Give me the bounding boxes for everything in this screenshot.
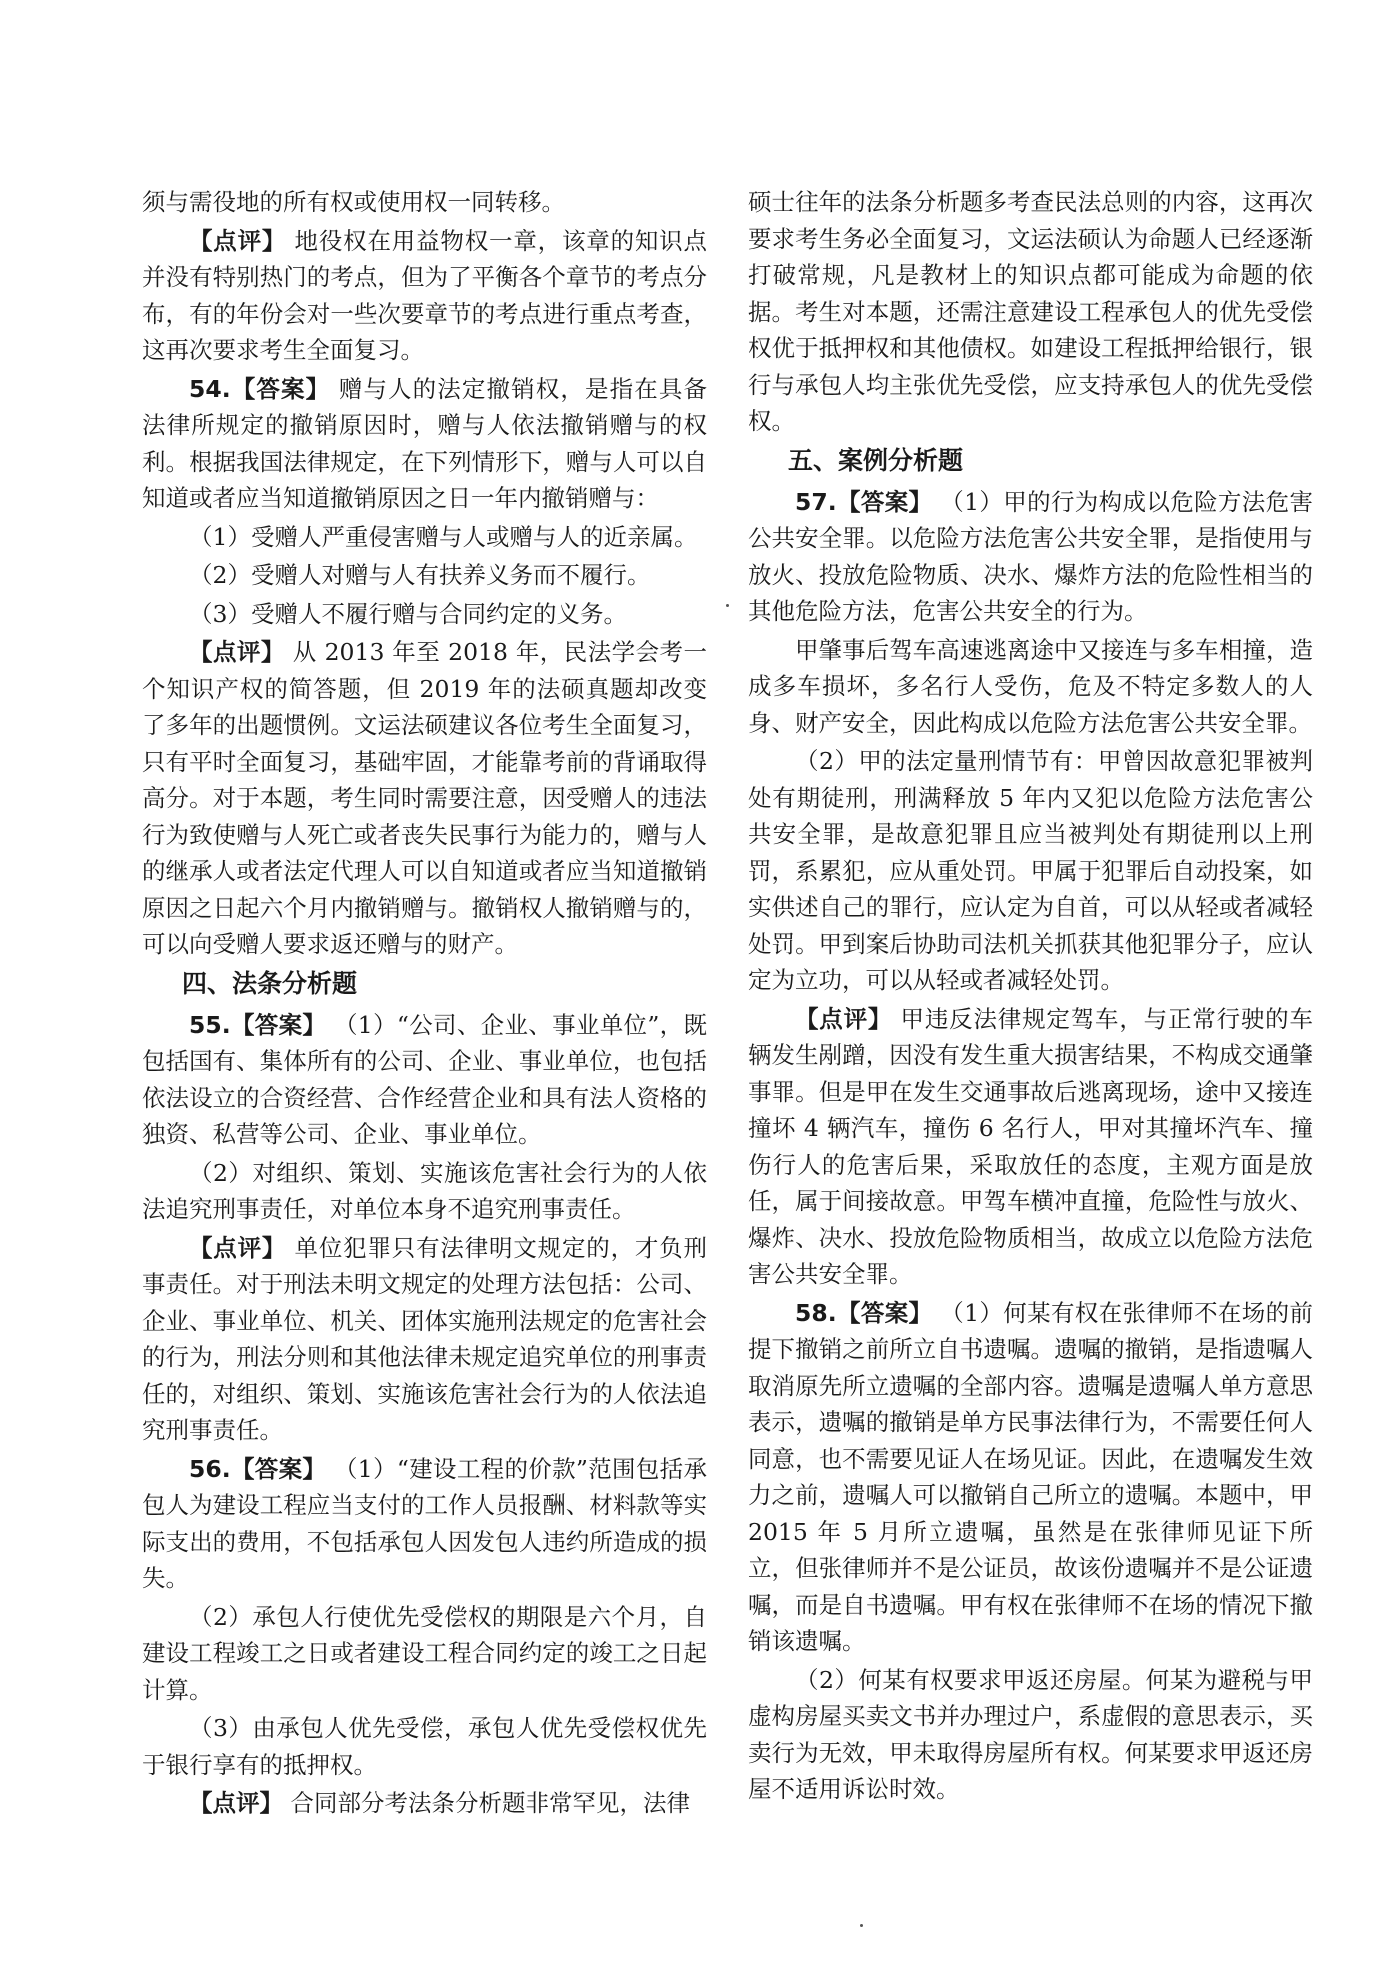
paragraph-label: 【点评】 <box>189 638 285 666</box>
text-paragraph <box>142 184 707 221</box>
answer-paragraph <box>142 634 707 963</box>
paragraph-text: 须与需役地的所有权或使用权一同转移。 <box>142 188 565 216</box>
paragraph-text: （1）甲的行为构成以危险方法危害公共安全罪。以危险方法危害公共安全罪，是指使用与放火、投放危险物质、决水、爆炸方法的危险性相当的其他危险方法，危害公共安全的行为。 <box>748 487 1313 625</box>
paragraph-text: （1）“公司、企业、事业单位”，既包括国有、集体所有的公司、企业、事业单位，也包括依法设立的合资经营、合作经营企业和具有法人资格的独资、私营等公司、企业、事业单位。 <box>142 1010 707 1148</box>
paragraph-text: （1）何某有权在张律师不在场的前提下撤销之前所立自书遗嘱。遗嘱的撤销，是指遗嘱人取消原先所立遗嘱的全部内容。遗嘱是遗嘱人单方意思表示，遗嘱的撤销是单方民事法律行为，不需要任何人同意，也不需要见证人在场见证。因此，在遗嘱发生效力之前，遗嘱人可以撤销自己所立的遗嘱。本题中，甲 2015 年 5 月所立遗嘱，虽然是在张律师见证下所立，但张律师并不是公证员，故该份遗嘱并不是公证遗嘱，而是自书遗嘱。甲有权在张律师不在场的情况下撤销该遗嘱。 <box>748 1298 1313 1655</box>
text-paragraph <box>748 1662 1313 1808</box>
section-heading: 五、案例分析题 <box>788 445 964 475</box>
paragraph-text: 合同部分考法条分析题非常罕见，法律 <box>283 1789 690 1817</box>
paragraph-text: 从 2013 年至 2018 年，民法学会考一个知识产权的简答题，但 2019 年的法硕真题却改变了多年的出题惯例。文运法硕建议各位考生全面复习，只有平时全面复习，基础牢固，才能靠考前的背诵取得高分。对于本题，考生同时需要注意，因受赠人的违法行为致使赠与人死亡或者丧失民事行为能力的，赠与人的继承人或者法定代理人可以自知道或者应当知道撤销原因之日起六个月内撤销赠与。撤销权人撤销赠与的，可以向受赠人要求返还赠与的财产。 <box>142 638 707 958</box>
paragraph-text: （2）甲的法定量刑情节有：甲曾因故意犯罪被判处有期徒刑，刑满释放 5 年内又犯以危险方法危害公共安全罪，是故意犯罪且应当被判处有期徒刑以上刑罚，系累犯，应从重处罚。甲属于犯罪后自动投案，如实供述自己的罪行，应认定为自首，可以从轻或者减轻处罚。甲到案后协助司法机关抓获其他犯罪分子，应认定为立功，可以从轻或者减轻处罚。 <box>748 747 1313 994</box>
text-paragraph <box>748 184 1313 440</box>
left-column <box>142 184 707 1824</box>
answer-paragraph <box>748 1295 1313 1660</box>
scan-speck <box>726 604 729 607</box>
paragraph-text: 甲违反法律规定驾车，与正常行驶的车辆发生剐蹭，因没有发生重大损害结果，不构成交通肇事罪。但是甲在发生交通事故后逃离现场，途中又接连撞坏 4 辆汽车，撞伤 6 名行人，甲对其撞坏汽车、撞伤行人的危害后果，采取放任的态度，主观方面是放任，属于间接故意。甲驾车横冲直撞，危险性与放火、爆炸、决水、投放危险物质相当，故成立以危险方法危害公共安全罪。 <box>748 1004 1313 1288</box>
paragraph-text: 单位犯罪只有法律明文规定的，才负刑事责任。对于刑法未明文规定的处理方法包括：公司、企业、事业单位、机关、团体实施刑法规定的危害社会的行为，刑法分则和其他法律未规定追究单位的刑事责任的，对组织、策划、实施该危害社会行为的人依法追究刑事责任。 <box>142 1233 707 1444</box>
text-paragraph <box>142 1155 707 1228</box>
paragraph-label: 【点评】 <box>189 1233 287 1262</box>
right-column <box>748 184 1313 1810</box>
answer-paragraph <box>142 371 707 517</box>
text-paragraph <box>142 1599 707 1709</box>
paragraph-text: （2）承包人行使优先受偿权的期限是六个月，自建设工程竣工之日或者建设工程合同约定的竣工之日起计算。 <box>142 1602 707 1704</box>
paragraph-label: 57.【答案】 <box>795 487 933 516</box>
text-paragraph <box>142 519 707 556</box>
answer-paragraph <box>142 1230 707 1449</box>
section-heading: 四、法条分析题 <box>182 968 358 998</box>
text-paragraph <box>142 557 707 594</box>
paragraph-label: 【点评】 <box>189 226 287 255</box>
paragraph-text: （2）对组织、策划、实施该危害社会行为的人依法追究刑事责任，对单位本身不追究刑事责任。 <box>142 1158 707 1223</box>
paragraph-label: 【点评】 <box>795 1004 893 1033</box>
paragraph-text: （1）受赠人严重侵害赠与人或赠与人的近亲属。 <box>189 522 698 551</box>
answer-paragraph <box>748 484 1313 630</box>
text-paragraph <box>142 596 707 633</box>
paragraph-text: （2）何某有权要求甲返还房屋。何某为避税与甲虚构房屋买卖文书并办理过户，系虚假的意思表示，买卖行为无效，甲未取得房屋所有权。何某要求甲返还房屋不适用诉讼时效。 <box>748 1665 1313 1803</box>
text-paragraph <box>142 1710 707 1783</box>
paragraph-text: 甲肇事后驾车高速逃离途中又接连与多车相撞，造成多车损坏，多名行人受伤，危及不特定多数人的人身、财产安全，因此构成以危险方法危害公共安全罪。 <box>748 635 1313 737</box>
answer-paragraph <box>142 1785 707 1822</box>
paragraph-text: （3）由承包人优先受偿，承包人优先受偿权优先于银行享有的抵押权。 <box>142 1714 707 1779</box>
paragraph-text: 赠与人的法定撤销权，是指在具备法律所规定的撤销原因时，赠与人依法撤销赠与的权利。根据我国法律规定，在下列情形下，赠与人可以自知道或者应当知道撤销原因之日一年内撤销赠与： <box>142 374 707 512</box>
paragraph-label: 56.【答案】 <box>189 1454 327 1483</box>
answer-paragraph <box>142 223 707 369</box>
answer-paragraph <box>142 1007 707 1153</box>
text-paragraph <box>748 632 1313 742</box>
scan-speck <box>860 1924 863 1927</box>
answer-paragraph <box>142 1451 707 1597</box>
paragraph-text: 硕士往年的法条分析题多考查民法总则的内容，这再次要求考生务必全面复习，文运法硕认为命题人已经逐渐打破常规，凡是教材上的知识点都可能成为命题的依据。考生对本题，还需注意建设工程承包人的优先受偿权优于抵押权和其他债权。如建设工程抵押给银行，银行与承包人均主张优先受偿，应支持承包人的优先受偿权。 <box>748 188 1313 435</box>
paragraph-label: 【点评】 <box>189 1789 283 1817</box>
answer-paragraph <box>748 1001 1313 1293</box>
paragraph-text: （3）受赠人不履行赠与合同约定的义务。 <box>189 599 627 628</box>
paragraph-text: 地役权在用益物权一章，该章的知识点并没有特别热门的考点，但为了平衡各个章节的考点分布，有的年份会对一些次要章节的考点进行重点考查，这再次要求考生全面复习。 <box>142 226 707 364</box>
paragraph-label: 54.【答案】 <box>189 374 331 403</box>
paragraph-text: （2）受赠人对赠与人有扶养义务而不履行。 <box>189 561 651 589</box>
paragraph-label: 58.【答案】 <box>795 1298 933 1327</box>
paragraph-text: （1）“建设工程的价款”范围包括承包人为建设工程应当支付的工作人员报酬、材料款等实际支出的费用，不包括承包人因发包人违约所造成的损失。 <box>142 1454 707 1592</box>
text-paragraph <box>748 743 1313 999</box>
paragraph-label: 55.【答案】 <box>189 1010 327 1039</box>
